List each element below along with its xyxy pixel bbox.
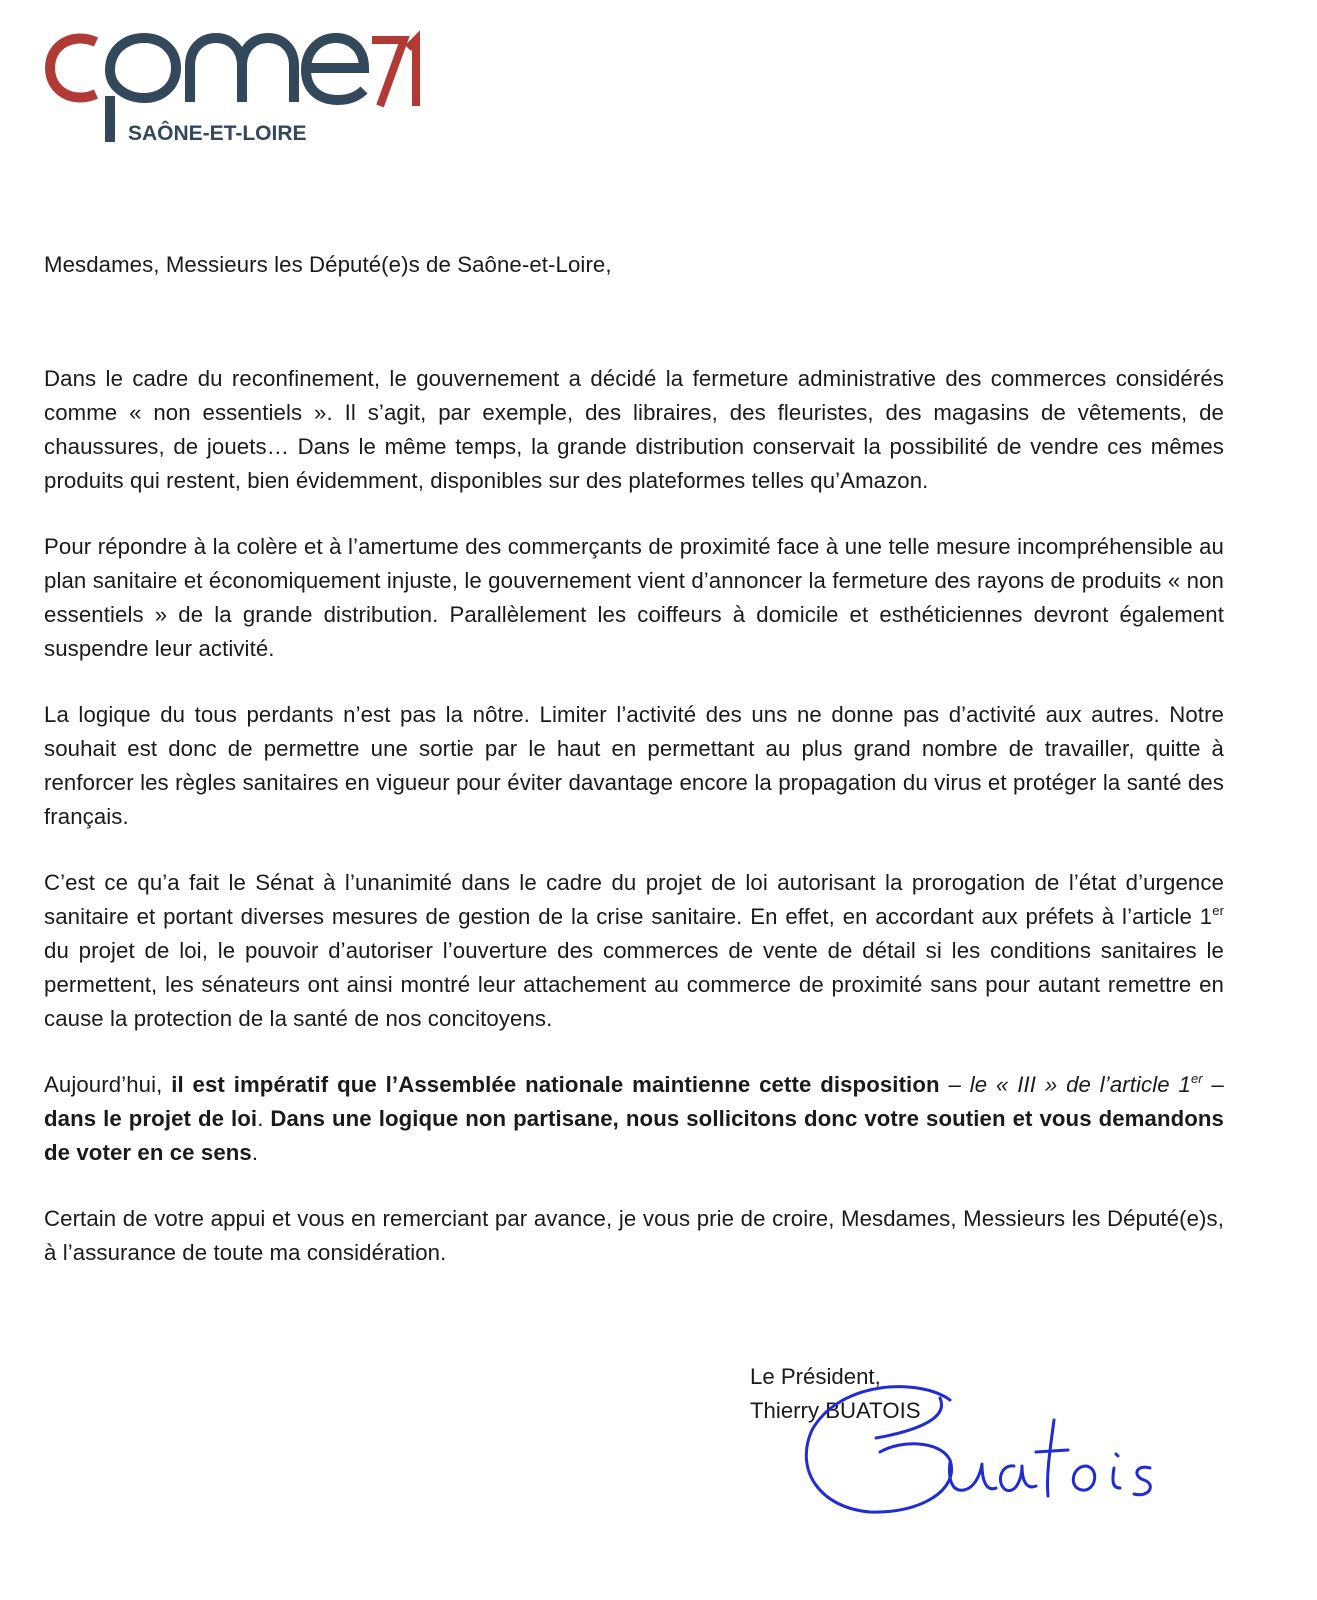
paragraph-5-end: . — [251, 1140, 259, 1165]
handwritten-signature — [800, 1380, 1170, 1530]
paragraph-5-intro: Aujourd’hui, — [44, 1072, 172, 1097]
paragraph-5-bold-2: dans le projet de loi — [44, 1106, 258, 1131]
paragraph-4-text-a: C’est ce qu’a fait le Sénat à l’unanimité dans le cadre du projet de loi autorisant la prorogation de l’état d’urgence sanitaire et portant diverses mesures de gestion de la crise sanitaire. En effet, en accordant aux préfets à l’article 1 — [44, 870, 1224, 929]
paragraph-5-dash-1: – — [939, 1072, 970, 1097]
paragraph-5-dash-2: – — [1202, 1072, 1224, 1097]
paragraph-5-dot: . — [257, 1106, 271, 1131]
paragraph-2: Pour répondre à la colère et à l’amertume des commerçants de proximité face à une telle mesure incompréhensible au plan sanitaire et économiquement injuste, le gouvernement vient d’annoncer la fermeture des rayons de produits « non essentiels » de la grande distribution. Parallèlement les coiffeurs à domicile et esthéticiennes devront également suspendre leur activité. — [44, 534, 1224, 661]
paragraph-1: Dans le cadre du reconfinement, le gouvernement a décidé la fermeture administrative des commerces considérés comme « non essentiels ». Il s’agit, par exemple, des libraires, des fleuristes, des magasins de vêtements, de chaussures, de jouets… Dans le même temps, la grande distribution conservait la possibilité de vendre ces mêmes produits qui restent, bien évidemment, disponibles sur des plateformes telles qu’Amazon. — [44, 366, 1224, 493]
paragraph-5 — [44, 1068, 1224, 1170]
paragraph-5-bold-3: Dans une logique non partisane, nous sollicitons donc votre soutien et vous demandons de voter en ce sens — [44, 1106, 1224, 1165]
paragraph-4-superscript: er — [1212, 903, 1224, 918]
letter-body — [44, 248, 1224, 1270]
paragraph-3: La logique du tous perdants n’est pas la nôtre. Limiter l’activité des uns ne donne pas d’activité aux autres. Notre souhait est donc de permettre une sortie par le haut en permettant au plus grand nombre de travailler, quitte à renforcer les règles sanitaires en vigueur pour éviter davantage encore la propagation du virus et protéger la santé des français. — [44, 702, 1224, 829]
salutation: Mesdames, Messieurs les Député(e)s de Saône-et-Loire, — [44, 252, 612, 277]
paragraph-5-bold-1: il est impératif que l’Assemblée nationale maintienne cette disposition — [171, 1072, 940, 1097]
paragraph-4-text-b: du projet de loi, le pouvoir d’autoriser l’ouverture des commerces de vente de détail si les conditions sanitaires le permettent, les sénateurs ont ainsi montré leur attachement au commerce de proximité sans pour autant remettre en cause la protection de la santé de nos concitoyens. — [44, 938, 1224, 1031]
signatory-name: Thierry BUATOIS — [750, 1398, 921, 1423]
paragraph-6: Certain de votre appui et vous en remerciant par avance, je vous prie de croire, Mesdames, Messieurs les Député(e)s, à l’assurance de toute ma considération. — [44, 1206, 1224, 1265]
paragraph-5-italic-superscript: er — [1190, 1071, 1203, 1086]
logo-mark — [44, 26, 424, 156]
paragraph-5-italic: le « III » de l’article 1 — [969, 1072, 1191, 1097]
cpme71-logo — [44, 26, 424, 156]
signatory-title: Le Président, — [750, 1364, 881, 1389]
logo-region-text: SAÔNE-ET-LOIRE — [128, 122, 307, 145]
paragraph-4 — [44, 866, 1224, 1036]
